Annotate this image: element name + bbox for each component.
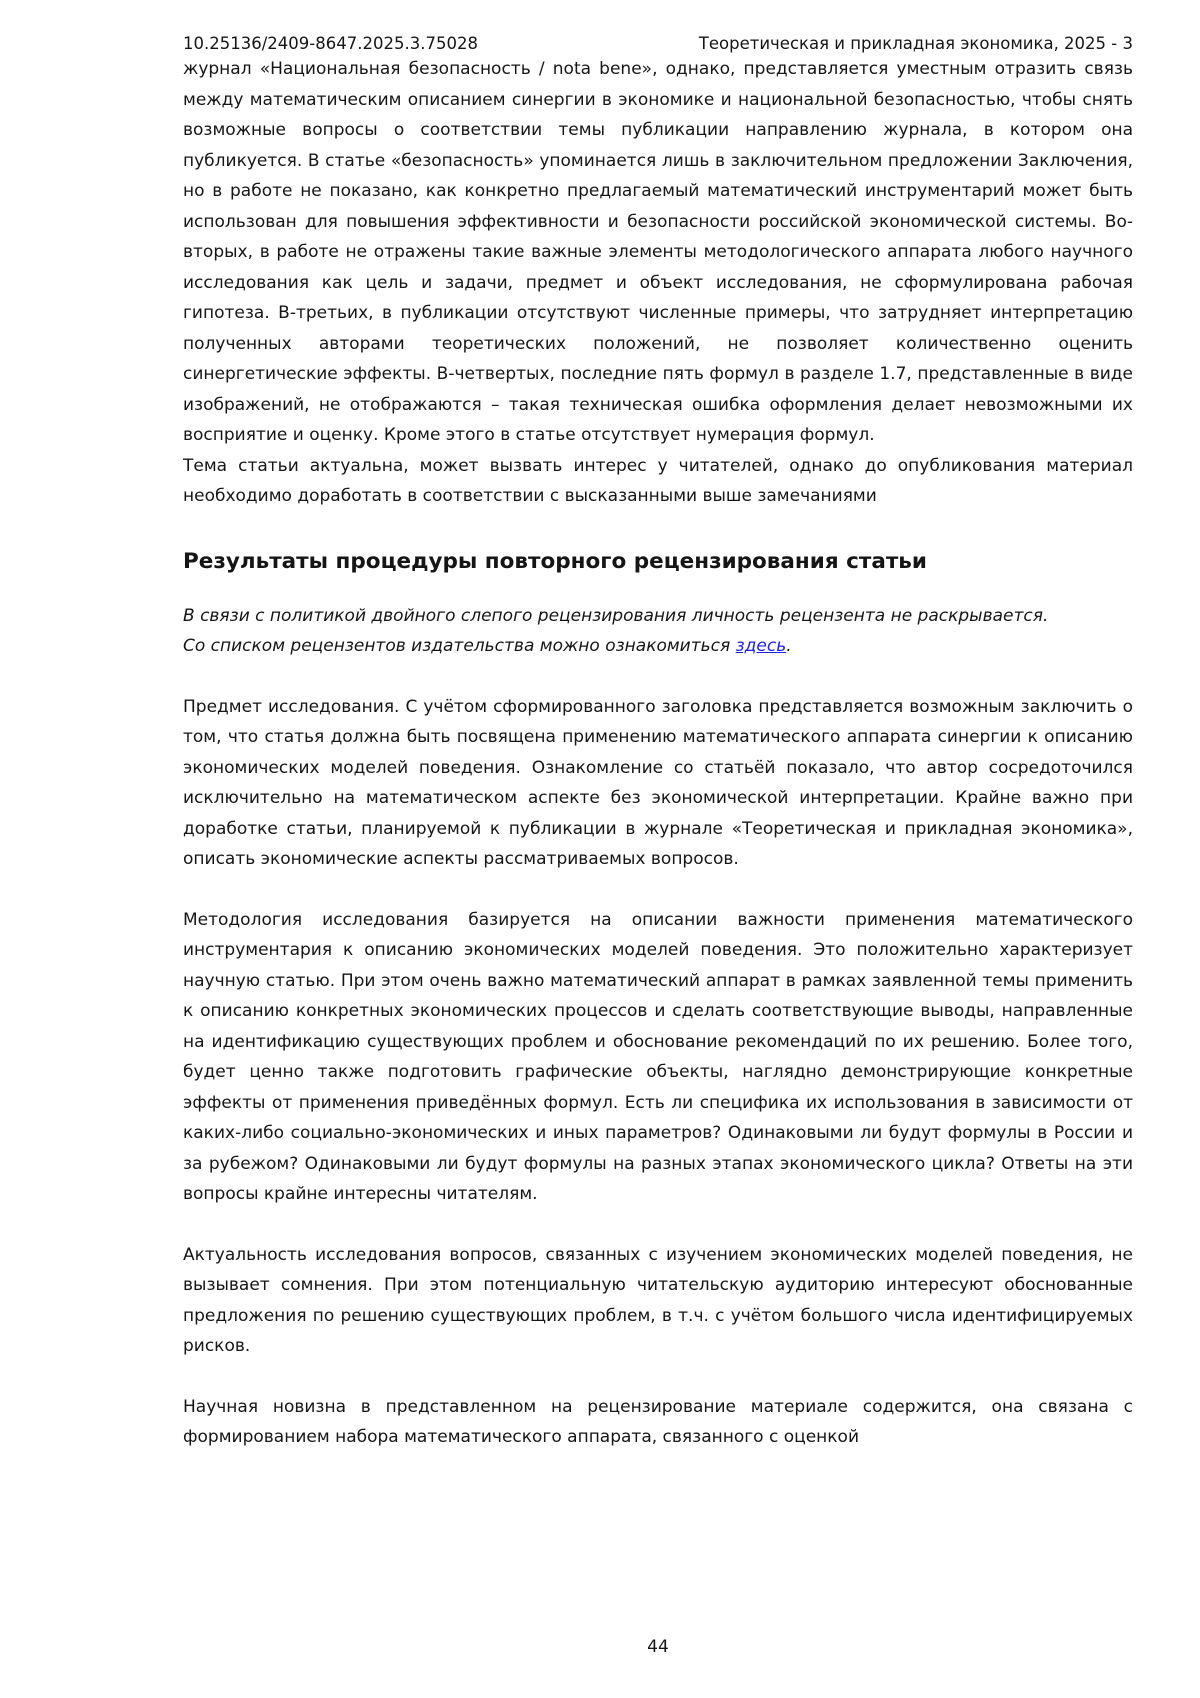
reviewers-list-line — [183, 631, 1133, 662]
methodology-paragraph: Методология исследования базируется на описании важности применения математического инструментария к описанию экономических моделей поведения. Это положительно характеризует научную статью. При этом очень важно математический аппарат в рамках заявленной темы применить к описанию конкретных экономических процессов и сделать соответствующие выводы, направленные на идентификацию существующих проблем и обоснование рекомендаций по их решению. Более того, будет ценно также подготовить графические объекты, наглядно демонстрирующие конкретные эффекты от применения приведённых формул. Есть ли специфика их использования в зависимости от каких-либо социально-экономических и иных параметров? Одинаковыми ли будут формулы в России и за рубежом? Одинаковыми ли будут формулы на разных этапах экономического цикла? Ответы на эти вопросы крайне интересны читателям. — [183, 909, 1133, 1204]
doi-text: 10.25136/2409-8647.2025.3.75028 — [183, 34, 478, 53]
document-page — [183, 0, 1133, 1453]
theme-conclusion-paragraph: Тема статьи актуальна, может вызвать интерес у читателей, однако до опубликования материал необходимо доработать в соответствии с высказанными выше замечаниями — [183, 455, 1133, 506]
novelty-paragraph: Научная новизна в представленном на рецензирование материале содержится, она связана с формированием набора математического аппарата, связанного с оценкой — [183, 1396, 1133, 1447]
page-number: 44 — [647, 1637, 669, 1657]
reviewers-list-link[interactable]: здесь — [735, 636, 787, 656]
subject-paragraph: Предмет исследования. С учётом сформированного заголовка представляется возможным заключить о том, что статья должна быть посвящена применению математического аппарата синергии к описанию экономических моделей поведения. Ознакомление со статьёй показало, что автор сосредоточился исключительно на математическом аспекте без экономической интерпретации. Крайне важно при доработке статьи, планируемой к публикации в журнале «Теоретическая и прикладная экономика», описать экономические аспекты рассматриваемых вопросов. — [183, 696, 1133, 869]
reviewers-list-period: . — [786, 636, 792, 656]
relevance-paragraph: Актуальность исследования вопросов, связанных с изучением экономических моделей поведения, не вызывает сомнения. При этом потенциальную читательскую аудиторию интересуют обоснованные предложения по решению существующих проблем, в т.ч. с учётом большого числа идентифицируемых рисков. — [183, 1244, 1133, 1356]
blind-review-notice — [183, 601, 1133, 662]
section-heading: Результаты процедуры повторного рецензирования статьи — [183, 548, 927, 574]
review-body — [183, 692, 1133, 1453]
review-remarks-paragraph: журнал «Национальная безопасность / nota bene», однако, представляется уместным отразить связь между математическим описанием синергии в экономике и национальной безопасностью, чтобы снять возможные вопросы о соответствии темы публикации направлению журнала, в котором она публикуется. В статье «безопасность» упоминается лишь в заключительном предложении Заключения, но в работе не показано, как конкретно предлагаемый математический инструментарий может быть использован для повышения эффективности и безопасности российской экономической системы. Во-вторых, в работе не отражены такие важные элементы методологического аппарата любого научного исследования как цель и задачи, предмет и объект исследования, не сформулирована рабочая гипотеза. В-третьих, в публикации отсутствуют численные примеры, что затрудняет интерпретацию полученных авторами теоретических положений, не позволяет количественно оценить синергетические эффекты. В-четвертых, последние пять формул в разделе 1.7, представленные в виде изображений, не отображаются – такая техническая ошибка оформления делает невозможными их восприятие и оценку. Кроме этого в статье отсутствует нумерация формул. — [183, 59, 1133, 445]
reviewers-list-text: Со списком рецензентов издательства можно ознакомиться — [183, 636, 736, 656]
page-header — [183, 34, 1133, 54]
blind-review-policy-line: В связи с политикой двойного слепого рецензирования личность рецензента не раскрывается. — [183, 605, 1049, 626]
journal-title-text: Теоретическая и прикладная экономика, 2025 - 3 — [698, 34, 1133, 53]
